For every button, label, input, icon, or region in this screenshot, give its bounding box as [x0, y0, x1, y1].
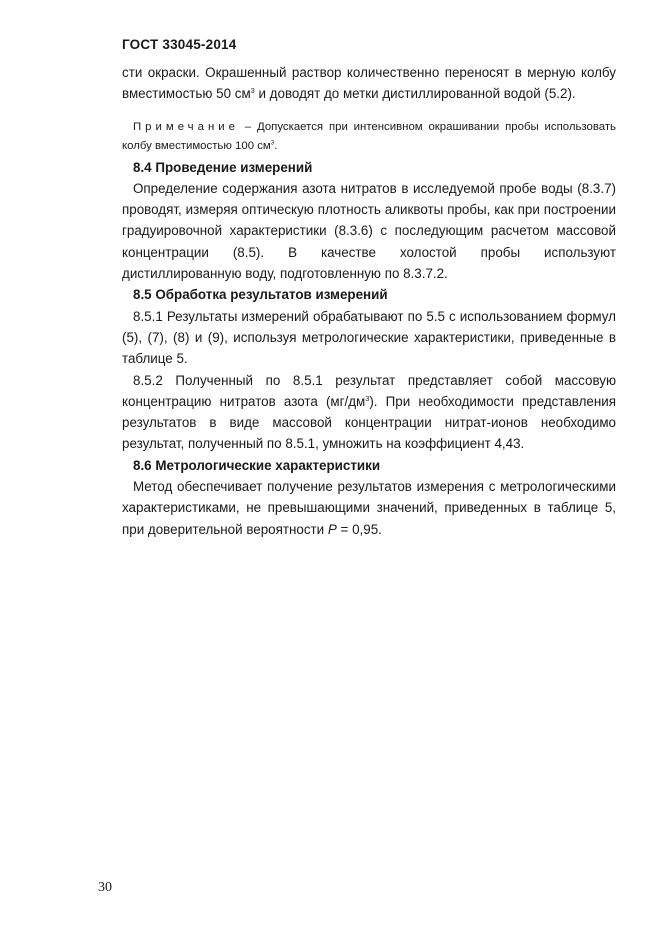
section-8-5-title: 8.5 Обработка результатов измерений: [133, 287, 388, 303]
section-8-4-title: 8.4 Проведение измерений: [133, 159, 313, 175]
paragraph-8-5-1: 8.5.1 Результаты измерений обрабатывают по 5.5 с использованием формул (5), (7), (8) и (9), используя метрологические характеристики, приведенные в таблице 5.: [122, 308, 616, 367]
note-label: Примечание: [133, 120, 239, 133]
note-paragraph: Примечание – Допускается при интенсивном окрашивании пробы использовать колбу вместимостью 100 $см^3$.: [122, 120, 616, 153]
paragraph-8-5-2: 8.5.2 Полученный по 8.5.1 результат представляет собой массовую концентрацию нитратов азота $(мг/дм^3)$. При необходимости представления результатов в виде массовой концентрации нитрат-ионов необходимо результат, полученный по 8.5.1, умножить на коэффициент 4,43.: [122, 372, 616, 452]
paragraph-continuation: сти окраски. Окрашенный раствор количественно переносят в мерную колбу вместимостью 50 $см^3$ и доводят до метки дистиллированной водой (5.2).: [122, 65, 616, 102]
document-header: ГОСТ 33045-2014: [122, 37, 237, 52]
document-body: [122, 62, 616, 540]
page-number: 30: [98, 880, 112, 895]
section-8-6-title: 8.6 Метрологические характеристики: [133, 457, 381, 473]
section-8-6-text: Метод обеспечивает получение результатов измерения с метрологическими характеристиками, не превышающими значений, приведенных в таблице 5, при доверительной вероятности P = 0,95.: [122, 479, 616, 537]
section-8-4-text: Определение содержания азота нитратов в исследуемой пробе воды (8.3.7) проводят, измеряя оптическую плотность аликвоты пробы, как при построении градуировочной характеристики (8.3.6) с последующим расчетом массовой концентрации (8.5). В качестве холостой пробы используют дистиллированную воду, подготовленную по 8.3.7.2.: [122, 180, 616, 282]
